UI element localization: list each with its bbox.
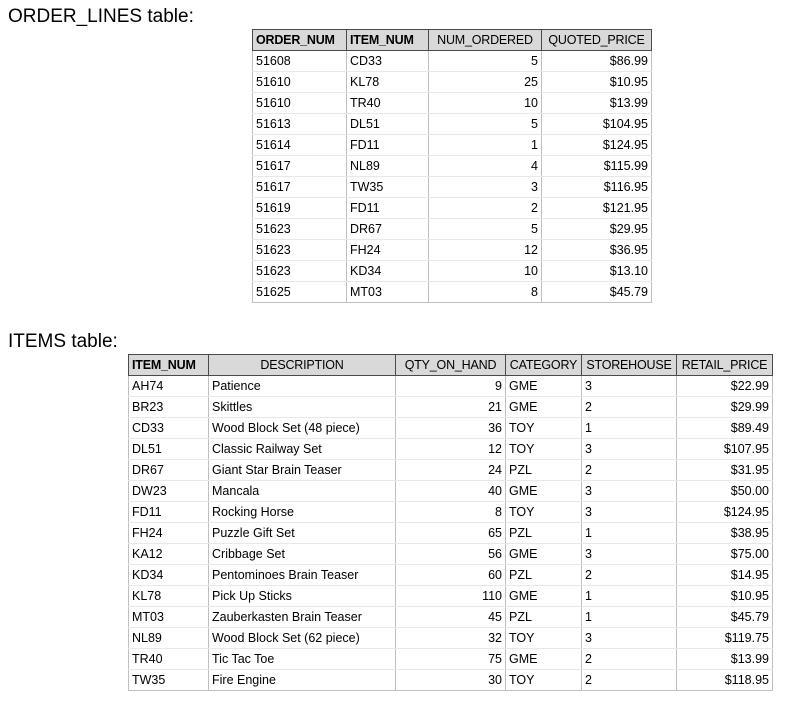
cell-item-num: DR67: [129, 460, 209, 481]
table-row: [129, 565, 773, 586]
cell-quoted-price: $13.10: [542, 261, 652, 282]
column-header-item-num: ITEM_NUM: [129, 355, 209, 376]
cell-num-ordered: 1: [429, 135, 542, 156]
cell-quoted-price: $124.95: [542, 135, 652, 156]
cell-retail-price: $14.95: [677, 565, 773, 586]
table-row: [253, 51, 652, 72]
cell-storehouse: 1: [582, 523, 677, 544]
cell-category: PZL: [506, 565, 582, 586]
cell-item-num: BR23: [129, 397, 209, 418]
cell-item-num: CD33: [347, 51, 429, 72]
cell-item-num: FD11: [347, 198, 429, 219]
cell-order-num: 51610: [253, 93, 347, 114]
cell-quoted-price: $121.95: [542, 198, 652, 219]
cell-description: Pentominoes Brain Teaser: [209, 565, 396, 586]
cell-category: GME: [506, 481, 582, 502]
cell-qty-on-hand: 56: [396, 544, 506, 565]
cell-description: Wood Block Set (48 piece): [209, 418, 396, 439]
cell-order-num: 51623: [253, 219, 347, 240]
cell-num-ordered: 5: [429, 51, 542, 72]
cell-storehouse: 3: [582, 544, 677, 565]
cell-item-num: FH24: [129, 523, 209, 544]
table-row: [129, 649, 773, 670]
cell-retail-price: $13.99: [677, 649, 773, 670]
cell-quoted-price: $29.95: [542, 219, 652, 240]
cell-qty-on-hand: 32: [396, 628, 506, 649]
cell-quoted-price: $45.79: [542, 282, 652, 303]
cell-retail-price: $75.00: [677, 544, 773, 565]
table-row: [129, 670, 773, 691]
cell-storehouse: 2: [582, 649, 677, 670]
table-row: [253, 240, 652, 261]
cell-description: Mancala: [209, 481, 396, 502]
cell-storehouse: 1: [582, 607, 677, 628]
cell-order-num: 51610: [253, 72, 347, 93]
cell-item-num: KL78: [129, 586, 209, 607]
cell-order-num: 51617: [253, 156, 347, 177]
cell-qty-on-hand: 75: [396, 649, 506, 670]
items-caption: ITEMS table:: [8, 331, 118, 352]
cell-category: TOY: [506, 439, 582, 460]
order-lines-header-row: [253, 30, 652, 51]
cell-category: TOY: [506, 502, 582, 523]
cell-item-num: MT03: [347, 282, 429, 303]
cell-storehouse: 3: [582, 481, 677, 502]
cell-storehouse: 2: [582, 397, 677, 418]
cell-order-num: 51613: [253, 114, 347, 135]
table-row: [253, 135, 652, 156]
cell-item-num: DL51: [129, 439, 209, 460]
cell-item-num: TW35: [347, 177, 429, 198]
cell-item-num: NL89: [129, 628, 209, 649]
cell-description: Rocking Horse: [209, 502, 396, 523]
cell-order-num: 51619: [253, 198, 347, 219]
cell-category: GME: [506, 397, 582, 418]
cell-quoted-price: $10.95: [542, 72, 652, 93]
cell-category: PZL: [506, 523, 582, 544]
cell-storehouse: 1: [582, 418, 677, 439]
column-header-order-num: ORDER_NUM: [253, 30, 347, 51]
cell-storehouse: 2: [582, 670, 677, 691]
column-header-qty-on-hand: QTY_ON_HAND: [396, 355, 506, 376]
cell-qty-on-hand: 36: [396, 418, 506, 439]
table-row: [129, 418, 773, 439]
table-row: [253, 198, 652, 219]
cell-num-ordered: 8: [429, 282, 542, 303]
column-header-item-num: ITEM_NUM: [347, 30, 429, 51]
cell-category: GME: [506, 544, 582, 565]
table-row: [129, 439, 773, 460]
cell-item-num: NL89: [347, 156, 429, 177]
cell-description: Classic Railway Set: [209, 439, 396, 460]
cell-order-num: 51614: [253, 135, 347, 156]
cell-retail-price: $22.99: [677, 376, 773, 397]
cell-num-ordered: 3: [429, 177, 542, 198]
column-header-storehouse: STOREHOUSE: [582, 355, 677, 376]
cell-item-num: CD33: [129, 418, 209, 439]
cell-item-num: AH74: [129, 376, 209, 397]
cell-category: PZL: [506, 460, 582, 481]
table-row: [253, 261, 652, 282]
table-row: [129, 523, 773, 544]
table-row: [129, 544, 773, 565]
cell-retail-price: $50.00: [677, 481, 773, 502]
cell-retail-price: $29.99: [677, 397, 773, 418]
order-lines-caption: ORDER_LINES table:: [8, 6, 194, 27]
table-row: [129, 607, 773, 628]
cell-qty-on-hand: 24: [396, 460, 506, 481]
cell-retail-price: $118.95: [677, 670, 773, 691]
cell-description: Skittles: [209, 397, 396, 418]
cell-retail-price: $124.95: [677, 502, 773, 523]
cell-item-num: TW35: [129, 670, 209, 691]
cell-num-ordered: 12: [429, 240, 542, 261]
cell-qty-on-hand: 12: [396, 439, 506, 460]
cell-qty-on-hand: 21: [396, 397, 506, 418]
cell-num-ordered: 25: [429, 72, 542, 93]
cell-quoted-price: $104.95: [542, 114, 652, 135]
cell-quoted-price: $36.95: [542, 240, 652, 261]
cell-quoted-price: $86.99: [542, 51, 652, 72]
table-row: [129, 460, 773, 481]
table-row: [253, 156, 652, 177]
cell-item-num: TR40: [347, 93, 429, 114]
cell-order-num: 51625: [253, 282, 347, 303]
cell-qty-on-hand: 110: [396, 586, 506, 607]
table-row: [253, 177, 652, 198]
cell-item-num: DL51: [347, 114, 429, 135]
items-body: [129, 376, 773, 691]
cell-item-num: DR67: [347, 219, 429, 240]
cell-category: PZL: [506, 607, 582, 628]
table-row: [129, 397, 773, 418]
cell-description: Wood Block Set (62 piece): [209, 628, 396, 649]
column-header-retail-price: RETAIL_PRICE: [677, 355, 773, 376]
column-header-description: DESCRIPTION: [209, 355, 396, 376]
cell-retail-price: $89.49: [677, 418, 773, 439]
cell-item-num: TR40: [129, 649, 209, 670]
cell-item-num: KD34: [347, 261, 429, 282]
table-row: [129, 586, 773, 607]
table-row: [129, 481, 773, 502]
cell-retail-price: $107.95: [677, 439, 773, 460]
cell-category: GME: [506, 376, 582, 397]
cell-category: TOY: [506, 670, 582, 691]
cell-qty-on-hand: 9: [396, 376, 506, 397]
cell-num-ordered: 2: [429, 198, 542, 219]
cell-description: Tic Tac Toe: [209, 649, 396, 670]
cell-num-ordered: 10: [429, 261, 542, 282]
cell-order-num: 51617: [253, 177, 347, 198]
cell-qty-on-hand: 45: [396, 607, 506, 628]
cell-item-num: MT03: [129, 607, 209, 628]
cell-storehouse: 3: [582, 502, 677, 523]
order-lines-table: [252, 29, 652, 303]
cell-qty-on-hand: 65: [396, 523, 506, 544]
cell-quoted-price: $115.99: [542, 156, 652, 177]
cell-description: Puzzle Gift Set: [209, 523, 396, 544]
cell-storehouse: 1: [582, 586, 677, 607]
cell-retail-price: $45.79: [677, 607, 773, 628]
cell-description: Patience: [209, 376, 396, 397]
cell-storehouse: 2: [582, 460, 677, 481]
cell-item-num: FD11: [129, 502, 209, 523]
cell-category: GME: [506, 586, 582, 607]
cell-qty-on-hand: 8: [396, 502, 506, 523]
cell-category: GME: [506, 649, 582, 670]
cell-description: Cribbage Set: [209, 544, 396, 565]
table-row: [129, 376, 773, 397]
cell-quoted-price: $116.95: [542, 177, 652, 198]
cell-retail-price: $38.95: [677, 523, 773, 544]
column-header-category: CATEGORY: [506, 355, 582, 376]
cell-storehouse: 3: [582, 439, 677, 460]
cell-item-num: KL78: [347, 72, 429, 93]
table-row: [253, 282, 652, 303]
cell-item-num: KD34: [129, 565, 209, 586]
cell-description: Giant Star Brain Teaser: [209, 460, 396, 481]
cell-num-ordered: 5: [429, 219, 542, 240]
cell-description: Fire Engine: [209, 670, 396, 691]
cell-qty-on-hand: 30: [396, 670, 506, 691]
cell-num-ordered: 5: [429, 114, 542, 135]
cell-num-ordered: 4: [429, 156, 542, 177]
cell-description: Pick Up Sticks: [209, 586, 396, 607]
column-header-quoted-price: QUOTED_PRICE: [542, 30, 652, 51]
cell-item-num: FD11: [347, 135, 429, 156]
cell-qty-on-hand: 60: [396, 565, 506, 586]
cell-item-num: FH24: [347, 240, 429, 261]
order-lines-body: [253, 51, 652, 303]
cell-num-ordered: 10: [429, 93, 542, 114]
cell-storehouse: 3: [582, 628, 677, 649]
cell-retail-price: $119.75: [677, 628, 773, 649]
cell-order-num: 51623: [253, 240, 347, 261]
cell-category: TOY: [506, 418, 582, 439]
cell-category: TOY: [506, 628, 582, 649]
cell-order-num: 51623: [253, 261, 347, 282]
cell-order-num: 51608: [253, 51, 347, 72]
items-header-row: [129, 355, 773, 376]
column-header-num-ordered: NUM_ORDERED: [429, 30, 542, 51]
table-row: [253, 72, 652, 93]
table-row: [253, 114, 652, 135]
cell-storehouse: 3: [582, 376, 677, 397]
cell-quoted-price: $13.99: [542, 93, 652, 114]
items-table: [128, 354, 773, 691]
table-row: [129, 502, 773, 523]
cell-retail-price: $10.95: [677, 586, 773, 607]
cell-item-num: KA12: [129, 544, 209, 565]
cell-description: Zauberkasten Brain Teaser: [209, 607, 396, 628]
cell-retail-price: $31.95: [677, 460, 773, 481]
cell-item-num: DW23: [129, 481, 209, 502]
table-row: [129, 628, 773, 649]
cell-qty-on-hand: 40: [396, 481, 506, 502]
table-row: [253, 93, 652, 114]
cell-storehouse: 2: [582, 565, 677, 586]
table-row: [253, 219, 652, 240]
